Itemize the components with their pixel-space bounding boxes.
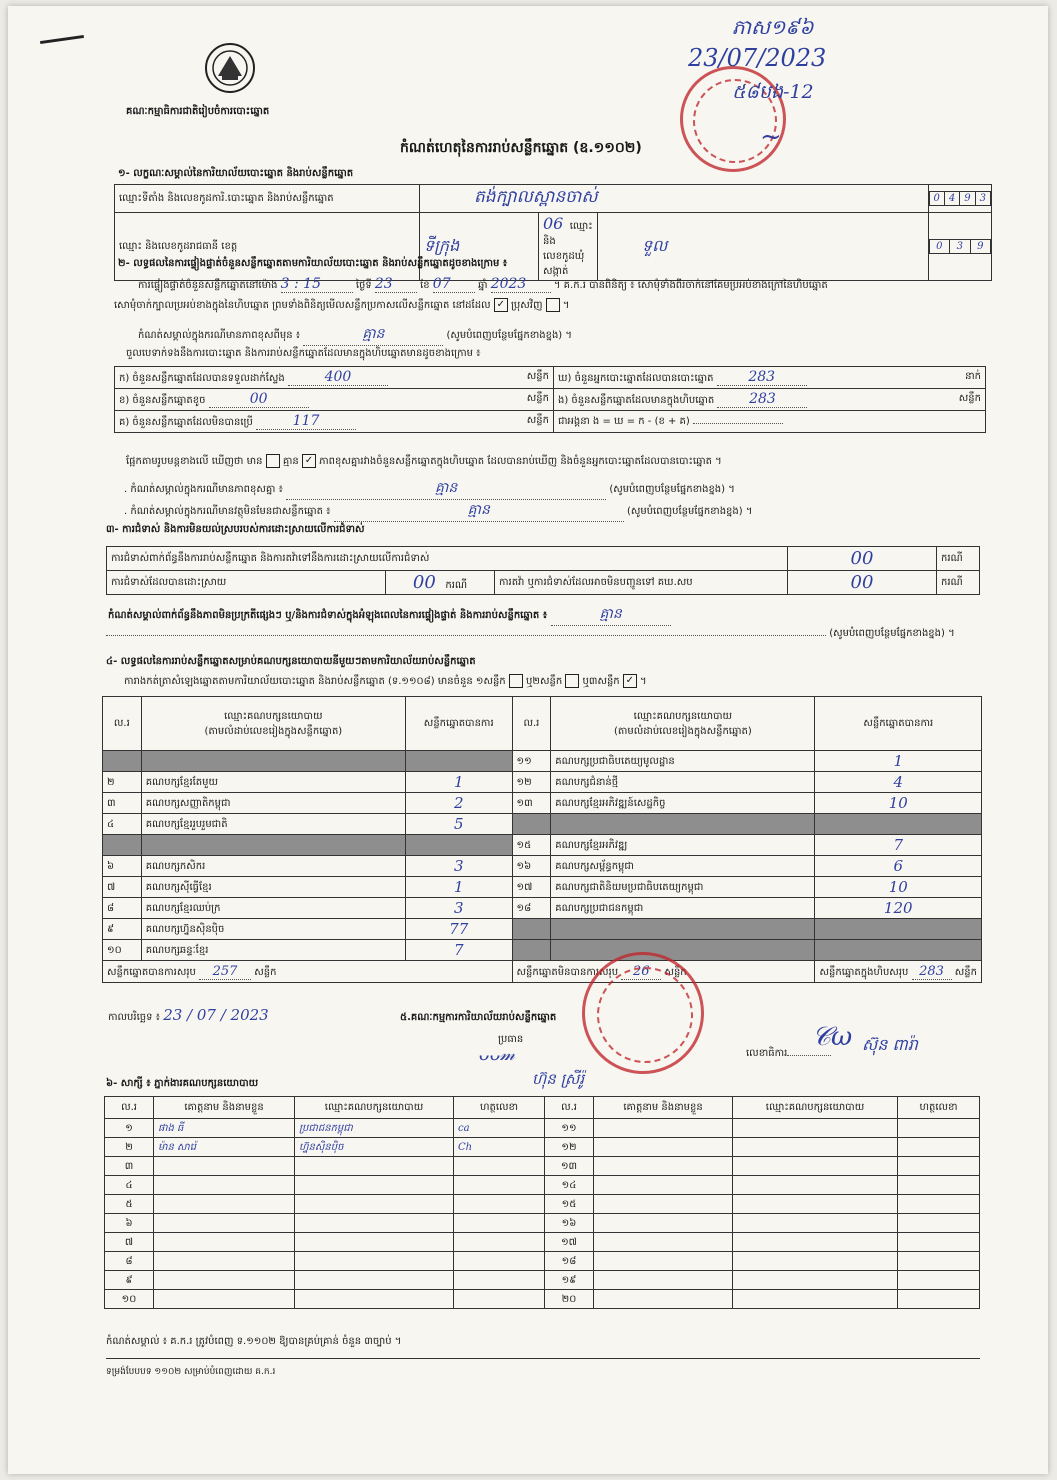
tally-sheet-count: ការាងកត់ត្រាសំឡេងឆ្នោតតាមការិយាល័យបោះឆ្នោត និងរាប់សន្លឹកឆ្នោត (ទ.១១០៨) មានចំនួន ១សន្លឹក ឬ២សន្លឹក ឬ៣សន្លឹក ✓ ។	[124, 675, 647, 687]
figure-right: ង) ចំនួនសន្លឹកឆ្នោតដែលមានក្នុងហិបឆ្នោត 283 សន្លឹក	[554, 389, 986, 411]
party-votes: 2	[405, 793, 512, 814]
witness-no: ១៥	[545, 1195, 594, 1214]
discrepancy-note: . កំណត់សម្គាល់ក្នុងករណីមានភាពខុសគ្នា ៖ គ្មាន (សូមបំពេញបន្ថែមផ្នែកខាងខ្នង) ។	[124, 478, 735, 500]
section2-heading: ២- លទ្ធផលនៃការផ្ទៀងផ្ទាត់ចំនួនសន្លឹកឆ្នោតតាមការិយាល័យបោះឆ្នោត និងរាប់សន្លឹកឆ្នោតដូចខាងក្រោម ៖	[118, 258, 508, 269]
witness-signature	[898, 1233, 980, 1252]
party-name: គណបក្សប្រជាជនកម្ពុជា	[551, 898, 815, 919]
witness-party	[295, 1214, 454, 1233]
col-party: ឈ្មោះគណបក្សនយោបាយ (តាមលំដាប់លេខរៀងក្នុងសន្លឹកឆ្នោត)	[141, 697, 405, 751]
witness-no: ១៤	[545, 1176, 594, 1195]
party-no	[512, 940, 551, 961]
witness-signature	[898, 1119, 980, 1138]
witness-name	[594, 1271, 733, 1290]
party-votes: 10	[815, 877, 982, 898]
commune-code-digit: 9	[970, 240, 991, 254]
party-votes: 1	[405, 772, 512, 793]
party-row	[103, 835, 982, 856]
party-name: គណបក្សកសិករ	[141, 856, 405, 877]
witness-signature	[898, 1271, 980, 1290]
resolved-value: 00 ករណី	[386, 571, 495, 595]
chair-signature: ᴗᴗ𝓂	[478, 1044, 515, 1065]
party-no: ១៧	[512, 877, 551, 898]
discrepancy-note-value: គ្មាន	[286, 478, 606, 500]
party-votes: 120	[815, 898, 982, 919]
party-no	[103, 835, 142, 856]
intact-checkbox[interactable]: ✓	[494, 298, 508, 312]
nec-emblem-icon	[204, 42, 256, 94]
figures-row	[115, 411, 986, 433]
party-no: ១២	[512, 772, 551, 793]
secretary-name: ស៊ុន ពារ៉ា	[862, 1035, 918, 1054]
witness-party: ប្រជាជនកម្ពុជា	[295, 1119, 454, 1138]
commune-code-digit: 3	[950, 240, 971, 254]
witness-row	[105, 1233, 980, 1252]
witness-signature: ca	[454, 1119, 545, 1138]
ballot-figures-table	[114, 366, 986, 433]
witness-party	[295, 1252, 454, 1271]
date-value: 23 / 07 / 2023	[163, 1006, 269, 1024]
verification-line: ការផ្ទៀងផ្ទាត់ចំនួនសន្លឹកឆ្នោតនៅម៉ោង 3 : 15 ថ្ងៃទី 23 ខែ 07 ឆ្នាំ 2023 ។ គ.ក.រ បានពិនិត្យ ៖ សោមុំទាំងពីរចាក់នៅគែមប្រអប់ខាងក្រៅនៃហិបឆ្នោត	[138, 276, 828, 292]
col-no: ល.រ	[545, 1097, 594, 1119]
chair-name: ហ៊ុន ស្រីរ៉ូ	[532, 1070, 585, 1088]
witness-no: ៥	[105, 1195, 154, 1214]
witness-signature	[454, 1271, 545, 1290]
discrepancy-line: ផ្អែកតាមរូបមន្តខាងលើ ឃើញថា មាន គ្មាន ✓ ភាពខុសគ្នារវាងចំនួនសន្លឹកឆ្នោតក្នុងហិបឆ្នោត ដែលបានរាប់ឃើញ និងចំនួនអ្នកបោះឆ្នោតដែលបានបោះឆ្នោត ។	[126, 455, 722, 467]
party-no: ៩	[103, 919, 142, 940]
figure-left: ខ) ចំនួនសន្លឹកឆ្នោតខូច 00 សន្លឹក	[115, 389, 554, 411]
location-code-digit: 0	[929, 192, 944, 206]
witness-party	[733, 1157, 898, 1176]
party-row	[103, 919, 982, 940]
party-no	[512, 919, 551, 940]
party-row	[103, 814, 982, 835]
witness-no: ១	[105, 1119, 154, 1138]
witness-no: ១០	[105, 1290, 154, 1309]
witness-name	[594, 1138, 733, 1157]
witness-party	[295, 1271, 454, 1290]
witness-signature	[898, 1214, 980, 1233]
witness-no: ១១	[545, 1119, 594, 1138]
document-title: កំណត់ហេតុនៃការរាប់សន្លឹកឆ្នោត (ឧ.១១០២)	[400, 140, 642, 156]
party-votes	[405, 751, 512, 772]
witness-row	[105, 1195, 980, 1214]
col-no: ល.រ	[105, 1097, 154, 1119]
party-votes	[815, 940, 982, 961]
org-name: គណៈកម្មាធិការជាតិរៀបចំការបោះឆ្នោត	[126, 106, 270, 117]
col-party: ឈ្មោះគណបក្សនយោបាយ (តាមលំដាប់លេខរៀងក្នុងសន្លឹកឆ្នោត)	[551, 697, 815, 751]
location-value: តង់ក្បាលស្ពានចាស់	[420, 185, 929, 213]
witness-no: ១៦	[545, 1214, 594, 1233]
witness-signature	[454, 1290, 545, 1309]
party-no: ២	[103, 772, 142, 793]
witness-party	[295, 1195, 454, 1214]
objections-table	[106, 546, 980, 595]
party-name: គណបក្សខ្មែរអភិវឌ្ឍន៍សេដ្ឋកិច្ច	[551, 793, 815, 814]
party-row	[103, 793, 982, 814]
irregularities-note: កំណត់សម្គាល់ពាក់ព័ន្ធនឹងភាពមិនប្រក្រតីផ្សេងៗ ឬ/និងការជំទាស់ក្នុងអំឡុងពេលនៃការផ្ទៀងផ្ទាត់ និងការរាប់សន្លឹកឆ្នោត ៖ គ្មាន	[108, 604, 988, 626]
witness-party	[733, 1290, 898, 1309]
party-row	[103, 751, 982, 772]
has-discrepancy-checkbox[interactable]	[266, 454, 280, 468]
objections-value: 00	[788, 547, 937, 571]
witness-name	[154, 1233, 295, 1252]
witness-party	[733, 1214, 898, 1233]
party-votes: 77	[405, 919, 512, 940]
section4-heading: ៤- លទ្ធផលនៃការរាប់សន្លឹកឆ្នោតសម្រាប់គណបក្សនយោបាយនីមួយៗតាមការិយាល័យរាប់សន្លឹកឆ្នោត	[106, 656, 476, 667]
party-no: ១៣	[512, 793, 551, 814]
foreign-object-note-value: គ្មាន	[334, 500, 624, 522]
party-votes: 7	[405, 940, 512, 961]
witness-row	[105, 1214, 980, 1233]
witness-signature	[454, 1252, 545, 1271]
party-name: គណបក្សខ្មែរតែមួយ	[141, 772, 405, 793]
witness-party	[295, 1157, 454, 1176]
col-name: គោត្តនាម និងនាមខ្លួន	[154, 1097, 295, 1119]
witness-signature	[898, 1157, 980, 1176]
witness-party	[295, 1290, 454, 1309]
witness-row	[105, 1290, 980, 1309]
party-no: ១៨	[512, 898, 551, 919]
witness-row	[105, 1119, 980, 1138]
party-name: គណបក្សឆន្ទៈខ្មែរ	[141, 940, 405, 961]
irregularities-tail: (សូមបំពេញបន្ថែមផ្នែកខាងខ្នង) ។	[106, 626, 986, 641]
commune-value: ទួល	[598, 213, 929, 281]
party-no: ១១	[512, 751, 551, 772]
witness-name	[594, 1176, 733, 1195]
unresolved-unit: ករណី	[937, 571, 980, 595]
witness-signature	[454, 1214, 545, 1233]
party-name: គណបក្សប្រជាធិបតេយ្យមូលដ្ឋាន	[551, 751, 815, 772]
party-votes: 4	[815, 772, 982, 793]
changed-checkbox[interactable]	[546, 298, 560, 312]
party-row	[103, 856, 982, 877]
party-no: ១៦	[512, 856, 551, 877]
party-name: គណបក្សខ្មែរអភិវឌ្ឍ	[551, 835, 815, 856]
figure-left: ក) ចំនួនសន្លឹកឆ្នោតដែលបានទទួលដាក់ស្ទែង 400 សន្លឹក	[115, 367, 554, 389]
party-name	[551, 940, 815, 961]
section1-heading: ១- លក្ខណៈសម្គាល់នៃការិយាល័យបោះឆ្នោត និងរាប់សន្លឹកឆ្នោត	[118, 168, 354, 179]
secretary-label: លេខាធិការ	[746, 1046, 831, 1061]
secretary-signature: 𝒞ω	[812, 1022, 853, 1052]
witness-party	[733, 1233, 898, 1252]
witness-name	[154, 1157, 295, 1176]
difference-note-value: គ្មាន	[303, 324, 443, 346]
stamp-line1: ភាស១៩៦	[732, 15, 814, 39]
witness-name	[594, 1290, 733, 1309]
section3-heading: ៣- ការជំទាស់ និងការមិនយល់ស្របរបស់ការដោះស្រាយលើការជំទាស់	[106, 524, 365, 535]
commune-code	[928, 213, 992, 281]
witness-signature	[898, 1176, 980, 1195]
witness-party	[733, 1252, 898, 1271]
committee-title: ៥.គណៈកម្មការការិយាល័យរាប់សន្លឹកឆ្នោត	[400, 1012, 557, 1023]
stamp-line3: ៥៨បង-12	[732, 81, 814, 103]
seal-check-line: សោមុំចាក់ក្បាលប្រអប់ខាងក្នុងនៃហិបឆ្នោត ព្រមទាំងពិនិត្យមើលសន្លឹកប្រកាសលើសន្លឹកឆ្នោត នៅដដែល ✓ ប្រុសវិញ ។	[114, 299, 570, 311]
location-code	[928, 185, 992, 213]
location-code-digit: 9	[960, 192, 975, 206]
witness-party	[733, 1119, 898, 1138]
col-party: ឈ្មោះគណបក្សនយោបាយ	[733, 1097, 898, 1119]
figure-right: ជាអង្គនា ង = ឃ = ក - (ខ + គ)	[554, 411, 986, 433]
witness-signature	[454, 1157, 545, 1176]
witness-no: ៩	[105, 1271, 154, 1290]
verification-month: 07	[433, 276, 475, 293]
figure-right: ឃ) ចំនួនអ្នកបោះឆ្នោតដែលបានបោះឆ្នោត 283 នាក់	[554, 367, 986, 389]
commune-label: ឈ្មោះ និងលេខកូដឃុំ សង្កាត់	[543, 221, 593, 277]
stamp-signature: ~	[760, 122, 782, 152]
witness-row	[105, 1252, 980, 1271]
province-label: ឈ្មោះ និងលេខកូដរាជធានី ខេត្ត	[115, 213, 420, 281]
party-name: គណបក្សជាតិនិយមប្រជាធិបតេយ្យកម្ពុជា	[551, 877, 815, 898]
difference-note-line: កំណត់សម្គាល់ក្នុងករណីមានភាពខុសពីមុន ៖ គ្មាន (សូមបំពេញបន្ថែមផ្នែកខាងខ្នង) ។	[138, 324, 572, 346]
no-discrepancy-checkbox[interactable]: ✓	[302, 454, 316, 468]
figures-row	[115, 389, 986, 411]
witness-name	[594, 1233, 733, 1252]
witness-no: ២	[105, 1138, 154, 1157]
footer-text: ទម្រង់បែបបទ ១១០២ សម្រាប់បំពេញដោយ គ.ក.រ	[106, 1367, 276, 1377]
province-code: 06 ឈ្មោះ និងលេខកូដឃុំ សង្កាត់	[539, 213, 598, 281]
witness-name	[154, 1252, 295, 1271]
party-votes	[405, 835, 512, 856]
party-no	[512, 814, 551, 835]
party-row	[103, 772, 982, 793]
witness-row	[105, 1157, 980, 1176]
party-no: ៦	[103, 856, 142, 877]
witness-name	[594, 1214, 733, 1233]
witness-party	[733, 1176, 898, 1195]
party-row	[103, 898, 982, 919]
total-valid: សន្លឹកឆ្នោតបានការសរុប 257 សន្លឹក	[103, 961, 513, 983]
location-code-digit: 3	[975, 192, 990, 206]
witness-no: ១៨	[545, 1252, 594, 1271]
witness-no: ១២	[545, 1138, 594, 1157]
party-name	[141, 751, 405, 772]
stamp-date: 23/07/2023	[688, 44, 827, 72]
party-name: គណបក្សហ្វ៊ុនស៊ិនប៉ិច	[141, 919, 405, 940]
objections-unit: ករណី	[937, 547, 980, 571]
witness-signature	[898, 1195, 980, 1214]
witness-name	[594, 1157, 733, 1176]
party-name: គណបក្សស៊ីធ្វើខ្មែរ	[141, 877, 405, 898]
ballot-count-form	[8, 6, 1048, 1474]
party-votes: 10	[815, 793, 982, 814]
two-sheet-checkbox[interactable]	[565, 674, 579, 688]
unresolved-value: 00	[788, 571, 937, 595]
three-sheet-checkbox[interactable]: ✓	[623, 674, 637, 688]
witness-name	[154, 1214, 295, 1233]
total-invalid: សន្លឹកឆ្នោតមិនបានការសរុប 26 សន្លឹក	[512, 961, 815, 983]
witness-signature	[898, 1138, 980, 1157]
witness-no: ២០	[545, 1290, 594, 1309]
section6-heading: ៦- សាក្សី ៖ ភ្នាក់ងារគណបក្សនយោបាយ	[106, 1078, 259, 1089]
figures-row	[115, 367, 986, 389]
witness-row	[105, 1176, 980, 1195]
col-votes: សន្លឹកឆ្នោតបានការ	[815, 697, 982, 751]
party-votes: 7	[815, 835, 982, 856]
party-no: ៧	[103, 877, 142, 898]
resolved-label: ការជំទាស់ដែលបានដោះស្រាយ	[107, 571, 386, 595]
col-sign: ហត្ថលេខា	[454, 1097, 545, 1119]
witness-party	[733, 1195, 898, 1214]
party-results-table	[102, 696, 982, 983]
witness-party	[733, 1271, 898, 1290]
party-name	[141, 835, 405, 856]
unresolved-label: ការតវ៉ា ឬការជំទាស់ដែលអាចមិនបញ្ជូនទៅ គឃ.សប	[495, 571, 788, 595]
witness-table	[104, 1096, 980, 1309]
col-sign: ហត្ថលេខា	[898, 1097, 980, 1119]
party-name: គណបក្សសញ្ញាតិកម្ពុជា	[141, 793, 405, 814]
party-votes	[815, 919, 982, 940]
witness-name	[154, 1195, 295, 1214]
witness-no: ១៧	[545, 1233, 594, 1252]
party-name	[551, 814, 815, 835]
party-row	[103, 940, 982, 961]
witness-no: ៤	[105, 1176, 154, 1195]
witness-row	[105, 1138, 980, 1157]
party-name: គណបក្សជំនាន់ថ្មី	[551, 772, 815, 793]
witness-no: ៨	[105, 1252, 154, 1271]
party-no: ១០	[103, 940, 142, 961]
party-no: ៣	[103, 793, 142, 814]
witness-party	[295, 1176, 454, 1195]
witness-row	[105, 1271, 980, 1290]
foreign-object-note: . កំណត់សម្គាល់ក្នុងករណីមានវត្ថុមិនមែនជាសន្លឹកឆ្នោត ៖ គ្មាន (សូមបំពេញបន្ថែមផ្នែកខាងខ្នង) ។	[124, 500, 752, 522]
witness-signature	[454, 1176, 545, 1195]
figures-intro: ចួលបេទាក់ទងនឹងការបោះឆ្នោត និងការរាប់សន្លឹកឆ្នោតដែលមានក្នុងហិបឆ្នោតមានដូចខាងក្រោម ៖	[126, 348, 481, 359]
date-line: កាលបរិច្ឆេទ ៖ 23 / 07 / 2023	[108, 1006, 269, 1024]
party-votes: 1	[405, 877, 512, 898]
irregularities-value: គ្មាន	[551, 604, 671, 626]
party-no: ៨	[103, 898, 142, 919]
col-party: ឈ្មោះគណបក្សនយោបាយ	[295, 1097, 454, 1119]
witness-signature	[454, 1233, 545, 1252]
party-name: គណបក្សសម្ព័ន្ធកម្ពុជា	[551, 856, 815, 877]
col-no: ល.រ	[103, 697, 142, 751]
witness-no: ៧	[105, 1233, 154, 1252]
objections-label: ការជំទាស់ពាក់ព័ន្ធនឹងការរាប់សន្លឹកឆ្នោត និងការតវ៉ាទៅនឹងការដោះស្រាយលើការជំទាស់	[107, 547, 788, 571]
witness-party: ហ្វ៊ុនស៊ិនប៉ិច	[295, 1138, 454, 1157]
footer-rule	[106, 1358, 980, 1359]
witness-no: ៦	[105, 1214, 154, 1233]
party-row	[103, 877, 982, 898]
location-code-digit: 4	[944, 192, 959, 206]
figure-left: គ) ចំនួនសន្លឹកឆ្នោតដែលមិនបានប្រើ 117 សន្លឹក	[115, 411, 554, 433]
witness-signature	[898, 1252, 980, 1271]
witness-signature	[898, 1290, 980, 1309]
party-votes: 3	[405, 856, 512, 877]
location-label: ឈ្មោះទីតាំង និងលេខកូដការិ.បោះឆ្នោត និងរាប់សន្លឹកឆ្នោត	[115, 185, 420, 213]
party-name: គណបក្សខ្មែររួបរួមជាតិ	[141, 814, 405, 835]
witness-name: ផាង ធី	[154, 1119, 295, 1138]
party-no: ៤	[103, 814, 142, 835]
witness-party	[733, 1138, 898, 1157]
party-votes: 5	[405, 814, 512, 835]
col-name: គោត្តនាម និងនាមខ្លួន	[594, 1097, 733, 1119]
verification-year: 2023	[491, 276, 551, 293]
party-name	[551, 919, 815, 940]
province-value: ទីក្រុង	[420, 213, 539, 281]
witness-name	[154, 1176, 295, 1195]
witness-name	[594, 1252, 733, 1271]
witness-signature: Ch	[454, 1138, 545, 1157]
col-no: ល.រ	[512, 697, 551, 751]
party-votes	[815, 814, 982, 835]
witness-signature	[454, 1195, 545, 1214]
verification-time: 3 : 15	[281, 276, 353, 293]
commune-code-digit: 0	[929, 240, 950, 254]
party-votes: 3	[405, 898, 512, 919]
footnote: កំណត់សម្គាល់ ៖ គ.ក.រ ត្រូវបំពេញ ទ.១១០២ ឱ្យបានគ្រប់គ្រាន់ ចំនួន ៣ច្បាប់ ។	[106, 1336, 402, 1347]
official-seal-middle	[582, 952, 704, 1074]
witness-party	[295, 1233, 454, 1252]
party-no	[103, 751, 142, 772]
witness-name	[154, 1290, 295, 1309]
pen-mark	[40, 35, 84, 44]
party-votes: 6	[815, 856, 982, 877]
witness-no: ១៩	[545, 1271, 594, 1290]
party-votes: 1	[815, 751, 982, 772]
one-sheet-checkbox[interactable]	[509, 674, 523, 688]
party-no: ១៥	[512, 835, 551, 856]
witness-no: ៣	[105, 1157, 154, 1176]
col-votes: សន្លឹកឆ្នោតបានការ	[405, 697, 512, 751]
witness-name	[594, 1119, 733, 1138]
witness-no: ១៣	[545, 1157, 594, 1176]
party-name: គណបក្សខ្មែរឈប់ក្រ	[141, 898, 405, 919]
total-all: សន្លឹកឆ្នោតក្នុងហិបសរុប 283 សន្លឹក	[815, 961, 982, 983]
chair-label: ប្រធាន	[498, 1034, 524, 1045]
verification-day: 23	[375, 276, 417, 293]
witness-name	[594, 1195, 733, 1214]
witness-name: ម៉ាន សារ៉េ	[154, 1138, 295, 1157]
witness-name	[154, 1271, 295, 1290]
